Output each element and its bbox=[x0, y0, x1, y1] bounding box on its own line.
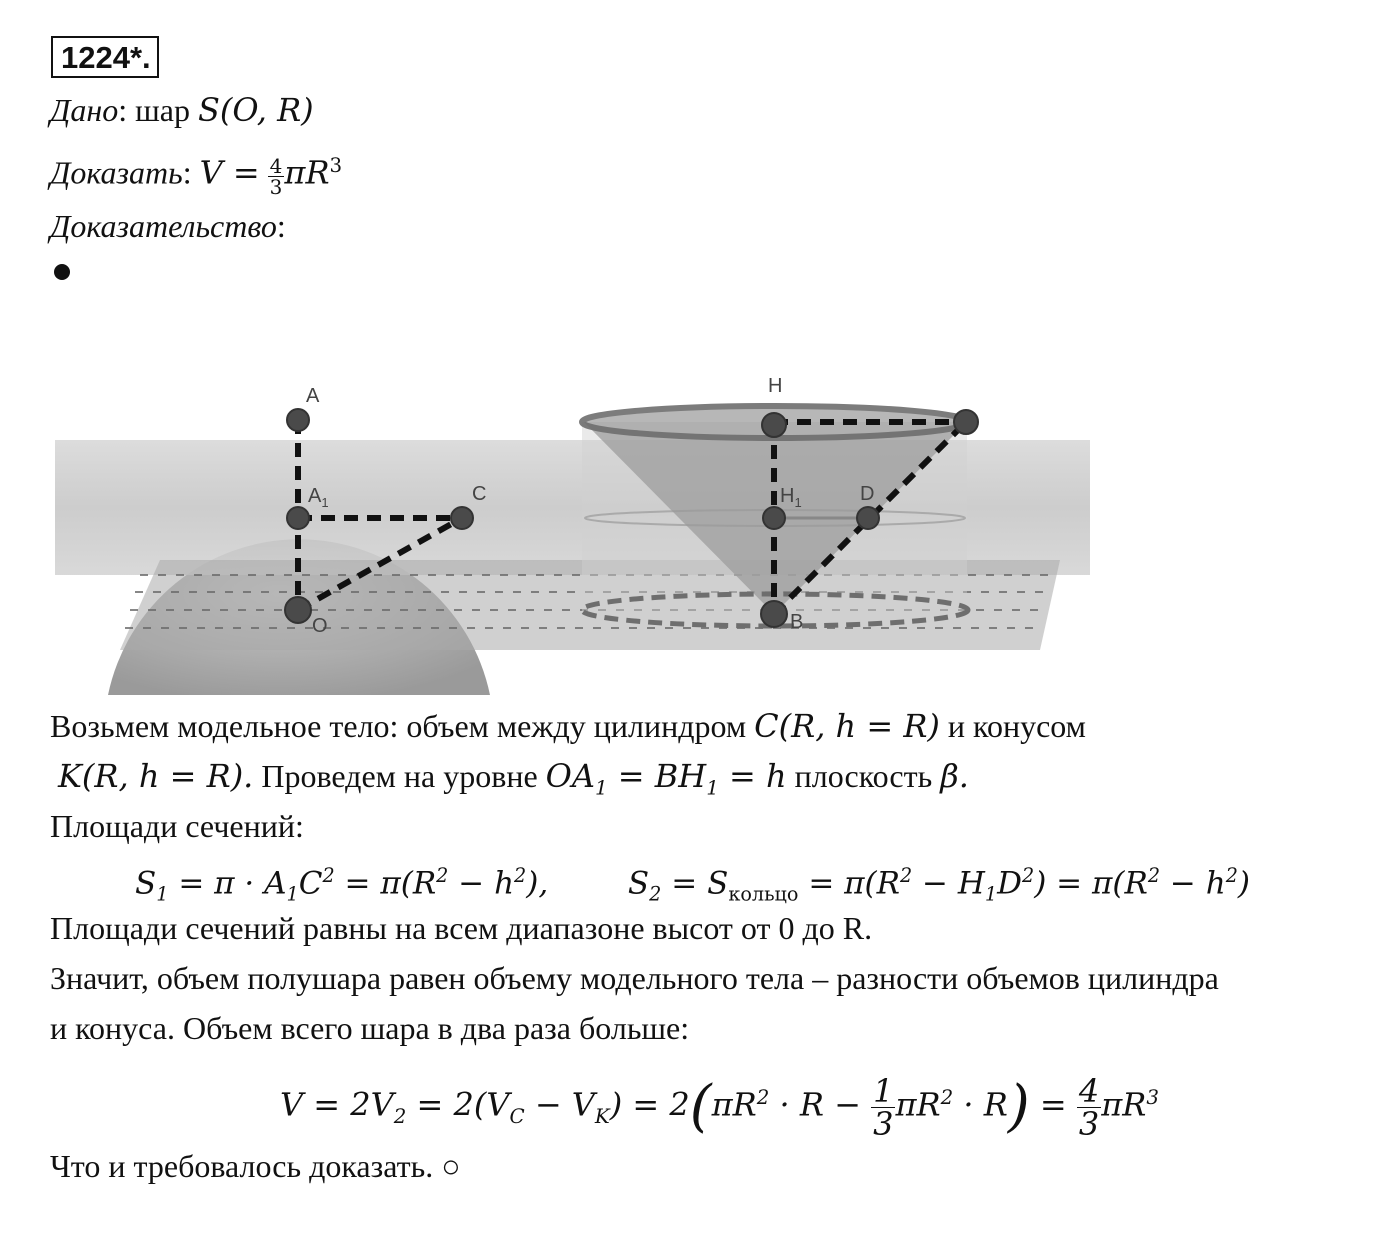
body-line2-math5: β. bbox=[940, 757, 969, 795]
body-line-1 bbox=[50, 706, 1086, 746]
prove-exp: 3 bbox=[329, 154, 343, 177]
point-H bbox=[762, 413, 786, 437]
body-line-5: Значит, объем полушара равен объему модельного тела – разности объемов цилиндра bbox=[50, 960, 1219, 996]
given-label: Дано bbox=[50, 92, 119, 128]
point-L bbox=[954, 410, 978, 434]
conclusion-line: Что и требовалось доказать. ○ bbox=[50, 1148, 461, 1184]
body-line1-text: Возьмем модельное тело: объем между цилиндром bbox=[50, 708, 747, 744]
body-line2-text-b: плоскость bbox=[794, 758, 933, 794]
body-line2-math1: K(R, h = R). bbox=[58, 757, 254, 795]
point-H1 bbox=[763, 507, 785, 529]
prove-label: Доказать bbox=[50, 154, 183, 191]
point-D bbox=[857, 507, 879, 529]
given-text: шар bbox=[135, 92, 190, 128]
problem-number: 1224*. bbox=[51, 36, 159, 78]
body-line-2 bbox=[58, 756, 969, 808]
point-O bbox=[285, 597, 311, 623]
body-line-4: Площади сечений равны на всем диапазоне высот от 0 до R. bbox=[50, 910, 873, 946]
equation-volume: $V = 2V_2 = 2(V_C - V_K) = 2(\pi R^2 \cdot R$ − $\frac{1}{3}$ $\pi R^2 \cdot R$) = $\frac{4}{3}$ $\pi R^3$ bbox=[280, 1071, 1159, 1143]
given-math: S(O, R) bbox=[197, 91, 314, 129]
equation-sections: $S_1 = \pi \cdot A_1C^2 = \pi(R^2 - h^2)$, $S_2 = S_{кольцо} = \pi(R^2 - H_1D^2) = \pi(R^2 - h^2)$ bbox=[135, 864, 1251, 906]
label-H1: $H_1$ bbox=[780, 485, 802, 510]
proof-colon: : bbox=[276, 208, 286, 244]
prove-fraction bbox=[268, 153, 285, 199]
prove-frac-den: 3 bbox=[269, 174, 283, 199]
body-line2-math2: $OA_1 = BH_1 = h$ bbox=[545, 757, 787, 800]
equation-frac-1-3: $\frac{1}{3}$ bbox=[873, 1071, 894, 1143]
body-line1-text-b: и конусом bbox=[947, 708, 1086, 744]
given-line bbox=[50, 90, 314, 130]
point-B bbox=[761, 601, 787, 627]
label-O: O bbox=[312, 615, 328, 637]
bullet-dot bbox=[54, 264, 70, 280]
point-A1 bbox=[287, 507, 309, 529]
prove-frac-num: 4 bbox=[269, 153, 283, 178]
label-A1: $A_1$ bbox=[308, 485, 329, 510]
prove-line bbox=[50, 146, 342, 197]
label-C: C bbox=[472, 483, 487, 505]
prove-rhs: πR bbox=[284, 153, 330, 192]
point-A bbox=[287, 409, 309, 431]
body-line1-math: C(R, h = R) bbox=[754, 707, 940, 745]
label-A: A bbox=[306, 385, 320, 407]
label-D: D bbox=[860, 483, 875, 505]
proof-label: Доказательство bbox=[50, 208, 277, 244]
label-H: H bbox=[768, 375, 783, 397]
body-line2-text: Проведем на уровне bbox=[261, 758, 538, 794]
geometry-figure bbox=[50, 370, 1150, 700]
equation-frac-4-3: $\frac{4}{3}$ bbox=[1078, 1071, 1100, 1143]
body-line-6: и конуса. Объем всего шара в два раза больше: bbox=[50, 1010, 690, 1046]
prove-colon: : bbox=[182, 154, 192, 191]
proof-line bbox=[50, 206, 286, 246]
label-B: B bbox=[790, 611, 804, 633]
point-C bbox=[451, 507, 473, 529]
prove-lhs: V = bbox=[199, 153, 260, 192]
body-line-3: Площади сечений: bbox=[50, 808, 304, 844]
given-colon: : bbox=[118, 92, 128, 128]
